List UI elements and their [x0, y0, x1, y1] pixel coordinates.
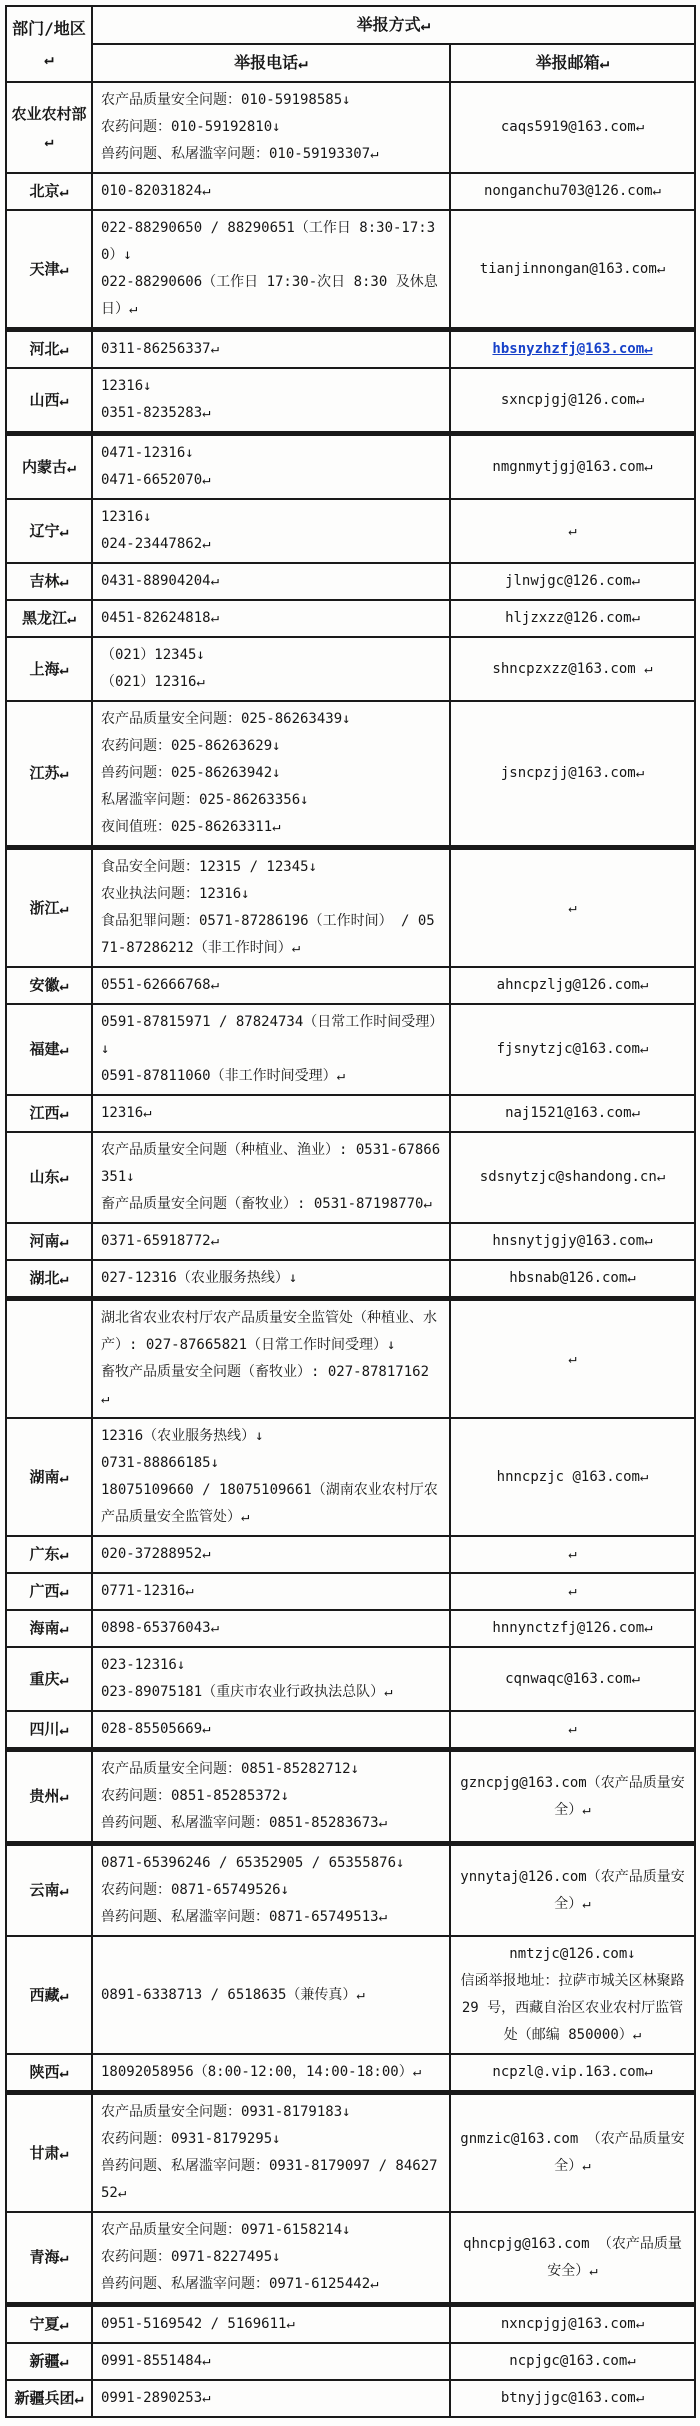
phone-line: 0471-12316↓	[101, 445, 194, 461]
region-cell: 西藏↵	[6, 1936, 92, 2054]
phone-line: 农业执法问题：12316↓	[101, 886, 250, 902]
email-cell	[450, 2343, 695, 2380]
phone-line: 12316↵	[101, 1105, 152, 1121]
email-text: ncpjgc@163.com↵	[509, 2353, 636, 2369]
email-cell	[450, 1004, 695, 1095]
table-row	[6, 701, 695, 848]
email-text: ↵	[568, 1721, 577, 1737]
phone-line: 兽药问题、私屠滥宰问题：0931-8179097 / 8462752↵	[101, 2158, 438, 2201]
phone-line: 私屠滥宰问题：025-86263356↓	[101, 792, 309, 808]
table-row	[6, 1750, 695, 1844]
phone-line: 0471-6652070↵	[101, 472, 211, 488]
table-row	[6, 1936, 695, 2054]
phone-line: 0871-65396246 / 65352905 / 65355876↓	[101, 1855, 405, 1871]
phone-cell	[92, 1260, 450, 1299]
table-row	[6, 1418, 695, 1536]
email-text: nmgnmytjgj@163.com↵	[492, 458, 653, 475]
email-cell	[450, 2054, 695, 2093]
phone-line: 食品犯罪问题：0571-87286196（工作时间） / 0571-87286212（非工作时间）↵	[101, 913, 435, 956]
table-row	[6, 434, 695, 500]
phone-cell	[92, 1610, 450, 1647]
phone-line: 农药问题：0971-8227495↓	[101, 2249, 281, 2265]
phone-cell	[92, 637, 450, 701]
email-cell	[450, 1223, 695, 1260]
table-header	[6, 6, 695, 82]
phone-line: 农产品质量安全问题（种植业、渔业）: 0531-67866351↓	[101, 1142, 441, 1185]
email-cell	[450, 434, 695, 500]
email-cell	[450, 173, 695, 210]
phone-line: 0731-88866185↓	[101, 1455, 220, 1471]
phone-line: 兽药问题、私屠滥宰问题：0971-6125442↵	[101, 2276, 379, 2292]
email-cell	[450, 499, 695, 563]
phone-cell	[92, 563, 450, 600]
email-cell	[450, 2093, 695, 2213]
email-text: fjsnytzjc@163.com↵	[496, 1041, 649, 1057]
region-cell	[6, 1299, 92, 1419]
region-cell: 河南↵	[6, 1223, 92, 1260]
phone-line: （021）12345↓	[101, 647, 205, 663]
email-text: hnncpzjc @163.com↵	[496, 1468, 649, 1485]
email-cell	[450, 1132, 695, 1223]
table-row	[6, 1260, 695, 1299]
region-cell: 江西↵	[6, 1095, 92, 1132]
report-contact-table	[5, 5, 696, 2418]
email-text: hnnynctzfj@126.com↵	[492, 1620, 653, 1636]
phone-cell	[92, 1132, 450, 1223]
email-cell	[450, 1844, 695, 1937]
phone-line: 湖北省农业农村厅农产品质量安全监管处（种植业、水产）: 027-87665821（日常工作时间受理）↓	[101, 1310, 437, 1353]
email-text: hnsnytjgjy@163.com↵	[492, 1233, 653, 1249]
phone-cell	[92, 1936, 450, 2054]
phone-cell	[92, 1223, 450, 1260]
email-cell	[450, 1260, 695, 1299]
region-cell: 甘肃↵	[6, 2093, 92, 2213]
phone-line: 0311-86256337↵	[101, 341, 220, 357]
email-text: shncpzxzz@163.com ↵	[492, 660, 653, 677]
phone-line: 0591-87811060（非工作时间受理）↵	[101, 1068, 346, 1084]
region-cell: 青海↵	[6, 2212, 92, 2305]
phone-cell	[92, 330, 450, 369]
email-cell	[450, 563, 695, 600]
email-text: ahncpzljg@126.com↵	[496, 977, 649, 993]
phone-line: 农产品质量安全问题：0851-85282712↓	[101, 1761, 360, 1777]
region-cell: 安徽↵	[6, 967, 92, 1004]
email-cell	[450, 967, 695, 1004]
phone-cell	[92, 701, 450, 848]
phone-line: 食品安全问题：12315 / 12345↓	[101, 859, 318, 875]
phone-line: 022-88290650 / 88290651（工作日 8:30-17:30）↓	[101, 220, 436, 263]
phone-line: 0591-87815971 / 87824734（日常工作时间受理）↓	[101, 1014, 437, 1057]
email-text: gzncpjg@163.com（农产品质量安全）↵	[460, 1774, 685, 1818]
phone-cell	[92, 1647, 450, 1711]
phone-line: 022-88290606（工作日 17:30-次日 8:30 及休息日）↵	[101, 274, 438, 317]
phone-cell	[92, 1299, 450, 1419]
table-row	[6, 563, 695, 600]
region-cell: 湖北↵	[6, 1260, 92, 1299]
email-text: 信函举报地址：拉萨市城关区林聚路 29 号，西藏自治区农业农村厅监管处（邮编 850000）↵	[460, 1973, 685, 2043]
email-link[interactable]: hbsnyzhzfj@163.com↵	[492, 341, 653, 357]
phone-line: 农药问题：0851-85285372↓	[101, 1788, 290, 1804]
phone-line: 023-12316↓	[101, 1657, 186, 1673]
phone-line: 兽药问题：025-86263942↓	[101, 765, 281, 781]
email-text: btnyjjgc@163.com↵	[500, 2390, 645, 2406]
phone-line: 0991-2890253↵	[101, 2390, 211, 2406]
email-text: ↵	[568, 1583, 577, 1599]
email-text: sxncpjgj@126.com↵	[500, 391, 645, 408]
email-text: ↵	[568, 1350, 577, 1367]
phone-cell	[92, 210, 450, 330]
region-cell: 上海↵	[6, 637, 92, 701]
phone-cell	[92, 1536, 450, 1573]
region-cell: 内蒙古↵	[6, 434, 92, 500]
phone-cell	[92, 82, 450, 173]
phone-line: 农药问题：0931-8179295↓	[101, 2131, 281, 2147]
region-cell: 重庆↵	[6, 1647, 92, 1711]
email-text: sdsnytzjc@shandong.cn↵	[479, 1169, 666, 1185]
email-cell	[450, 82, 695, 173]
email-cell	[450, 701, 695, 848]
header-report-method: 举报方式↵	[92, 6, 695, 44]
table-row	[6, 1004, 695, 1095]
table-row	[6, 368, 695, 434]
phone-cell	[92, 434, 450, 500]
table-row	[6, 1844, 695, 1937]
table-row	[6, 499, 695, 563]
phone-line: 18075109660 / 18075109661（湖南农业农村厅农产品质量安全监管处）↵	[101, 1482, 438, 1525]
region-cell: 山东↵	[6, 1132, 92, 1223]
email-cell	[450, 2305, 695, 2344]
phone-line: 农产品质量安全问题：0931-8179183↓	[101, 2104, 351, 2120]
phone-line: 兽药问题、私屠滥宰问题：0851-85283673↵	[101, 1815, 388, 1831]
region-cell: 福建↵	[6, 1004, 92, 1095]
phone-cell	[92, 2305, 450, 2344]
email-text: caqs5919@163.com↵	[500, 119, 645, 135]
email-cell	[450, 1711, 695, 1750]
phone-line: 028-85505669↵	[101, 1721, 211, 1737]
email-cell	[450, 1573, 695, 1610]
phone-cell	[92, 2054, 450, 2093]
region-cell: 北京↵	[6, 173, 92, 210]
table-row	[6, 1573, 695, 1610]
phone-line: 18092058956（8:00-12:00，14:00-18:00）↵	[101, 2064, 422, 2080]
email-cell	[450, 848, 695, 968]
email-cell	[450, 1299, 695, 1419]
phone-line: 0431-88904204↵	[101, 573, 220, 589]
phone-line: 农产品质量安全问题：0971-6158214↓	[101, 2222, 351, 2238]
region-cell: 贵州↵	[6, 1750, 92, 1844]
table-row	[6, 2343, 695, 2380]
phone-line: 0551-62666768↵	[101, 977, 220, 993]
email-text: naj1521@163.com↵	[505, 1105, 640, 1121]
phone-line: 0771-12316↵	[101, 1583, 194, 1599]
table-row	[6, 848, 695, 968]
phone-line: 兽药问题、私屠滥宰问题：0871-65749513↵	[101, 1909, 388, 1925]
region-cell: 海南↵	[6, 1610, 92, 1647]
phone-cell	[92, 600, 450, 637]
region-cell: 天津↵	[6, 210, 92, 330]
email-cell	[450, 1936, 695, 2054]
region-cell: 新疆兵团↵	[6, 2380, 92, 2417]
phone-line: 024-23447862↵	[101, 536, 211, 552]
email-cell	[450, 2380, 695, 2417]
region-cell: 江苏↵	[6, 701, 92, 848]
phone-cell	[92, 1573, 450, 1610]
table-row	[6, 173, 695, 210]
region-cell: 陕西↵	[6, 2054, 92, 2093]
region-cell: 四川↵	[6, 1711, 92, 1750]
phone-line: 0351-8235283↵	[101, 405, 211, 421]
email-text: qhncpjg@163.com （农产品质量安全）↵	[463, 2235, 682, 2279]
region-cell: 湖南↵	[6, 1418, 92, 1536]
table-row	[6, 2054, 695, 2093]
phone-line: 12316↓	[101, 509, 152, 525]
table-row	[6, 2093, 695, 2213]
region-cell: 广西↵	[6, 1573, 92, 1610]
email-cell	[450, 600, 695, 637]
region-cell: 云南↵	[6, 1844, 92, 1937]
phone-cell	[92, 2343, 450, 2380]
email-text: jsncpzjj@163.com↵	[500, 765, 645, 781]
phone-cell	[92, 499, 450, 563]
email-cell	[450, 1750, 695, 1844]
phone-cell	[92, 1750, 450, 1844]
table-row	[6, 1223, 695, 1260]
email-text: nmtzjc@126.com↓	[509, 1946, 636, 1962]
email-text: ynnytaj@126.com（农产品质量安全）↵	[460, 1868, 685, 1912]
table-row	[6, 1132, 695, 1223]
table-row	[6, 1095, 695, 1132]
email-text: ↵	[568, 522, 577, 539]
region-cell: 农业农村部↵	[6, 82, 92, 173]
email-text: jlnwjgc@126.com↵	[505, 573, 640, 589]
phone-cell	[92, 2380, 450, 2417]
email-cell	[450, 1418, 695, 1536]
email-cell	[450, 1536, 695, 1573]
table-row	[6, 1647, 695, 1711]
header-report-phone: 举报电话↵	[92, 44, 450, 82]
table-row	[6, 600, 695, 637]
table-body	[6, 82, 695, 2417]
region-cell: 广东↵	[6, 1536, 92, 1573]
email-text: cqnwaqc@163.com↵	[505, 1670, 640, 1687]
email-text: hbsnab@126.com↵	[509, 1270, 636, 1286]
email-cell	[450, 368, 695, 434]
email-cell	[450, 2212, 695, 2305]
phone-line: （021）12316↵	[101, 674, 205, 690]
region-cell: 宁夏↵	[6, 2305, 92, 2344]
phone-line: 023-89075181（重庆市农业行政执法总队）↵	[101, 1684, 393, 1700]
table-row	[6, 330, 695, 369]
email-text: ↵	[568, 899, 577, 916]
phone-cell	[92, 1844, 450, 1937]
email-cell	[450, 210, 695, 330]
table-row	[6, 2212, 695, 2305]
email-cell	[450, 1647, 695, 1711]
phone-line: 畜产品质量安全问题（畜牧业）: 0531-87198770↵	[101, 1196, 432, 1212]
phone-line: 12316↓	[101, 378, 152, 394]
table-row	[6, 2305, 695, 2344]
phone-line: 0951-5169542 / 5169611↵	[101, 2316, 295, 2332]
email-text: ↵	[568, 1546, 577, 1562]
phone-line: 020-37288952↵	[101, 1546, 211, 1562]
phone-cell	[92, 368, 450, 434]
phone-line: 0991-8551484↵	[101, 2353, 211, 2369]
email-cell	[450, 637, 695, 701]
region-cell: 新疆↵	[6, 2343, 92, 2380]
phone-cell	[92, 848, 450, 968]
phone-cell	[92, 967, 450, 1004]
table-row	[6, 1610, 695, 1647]
table-row	[6, 1711, 695, 1750]
phone-cell	[92, 1004, 450, 1095]
phone-line: 兽药问题、私屠滥宰问题：010-59193307↵	[101, 146, 379, 162]
email-text: hljzxzz@126.com↵	[505, 610, 640, 626]
table-row	[6, 637, 695, 701]
phone-line: 0371-65918772↵	[101, 1233, 220, 1249]
region-cell: 浙江↵	[6, 848, 92, 968]
phone-line: 畜牧产品质量安全问题（畜牧业）: 027-87817162 ↵	[101, 1364, 430, 1407]
header-report-email: 举报邮箱↵	[450, 44, 695, 82]
email-text: nonganchu703@126.com↵	[483, 183, 661, 199]
phone-line: 夜间值班：025-86263311↵	[101, 819, 281, 835]
email-cell	[450, 1610, 695, 1647]
region-cell: 山西↵	[6, 368, 92, 434]
table-row	[6, 1299, 695, 1419]
phone-line: 010-82031824↵	[101, 183, 211, 199]
phone-line: 农药问题：025-86263629↓	[101, 738, 281, 754]
table-row	[6, 82, 695, 173]
phone-line: 农药问题：0871-65749526↓	[101, 1882, 290, 1898]
phone-line: 0891-6338713 / 6518635（兼传真）↵	[101, 1986, 365, 2003]
region-cell: 河北↵	[6, 330, 92, 369]
table-row	[6, 967, 695, 1004]
phone-line: 12316（农业服务热线）↓	[101, 1428, 264, 1444]
phone-line: 农药问题：010-59192810↓	[101, 119, 281, 135]
phone-cell	[92, 1418, 450, 1536]
table-row	[6, 210, 695, 330]
email-text: gnmzic@163.com （农产品质量安全）↵	[460, 2131, 685, 2174]
phone-line: 027-12316（农业服务热线）↓	[101, 1270, 298, 1286]
phone-cell	[92, 1095, 450, 1132]
email-cell	[450, 1095, 695, 1132]
table-row	[6, 1536, 695, 1573]
phone-cell	[92, 173, 450, 210]
phone-line: 0451-82624818↵	[101, 610, 220, 626]
phone-cell	[92, 2093, 450, 2213]
header-region: 部门/地区↵	[6, 6, 92, 82]
table-row	[6, 2380, 695, 2417]
phone-line: 农产品质量安全问题：025-86263439↓	[101, 711, 351, 727]
phone-line: 0898-65376043↵	[101, 1620, 220, 1636]
email-text: ncpzl@.vip.163.com↵	[492, 2064, 653, 2080]
phone-cell	[92, 2212, 450, 2305]
region-cell: 辽宁↵	[6, 499, 92, 563]
phone-cell	[92, 1711, 450, 1750]
region-cell: 吉林↵	[6, 563, 92, 600]
region-cell: 黑龙江↵	[6, 600, 92, 637]
phone-line: 农产品质量安全问题：010-59198585↓	[101, 92, 351, 108]
email-text: tianjinnongan@163.com↵	[479, 260, 666, 277]
email-text: nxncpjgj@163.com↵	[500, 2316, 645, 2332]
email-cell	[450, 330, 695, 369]
